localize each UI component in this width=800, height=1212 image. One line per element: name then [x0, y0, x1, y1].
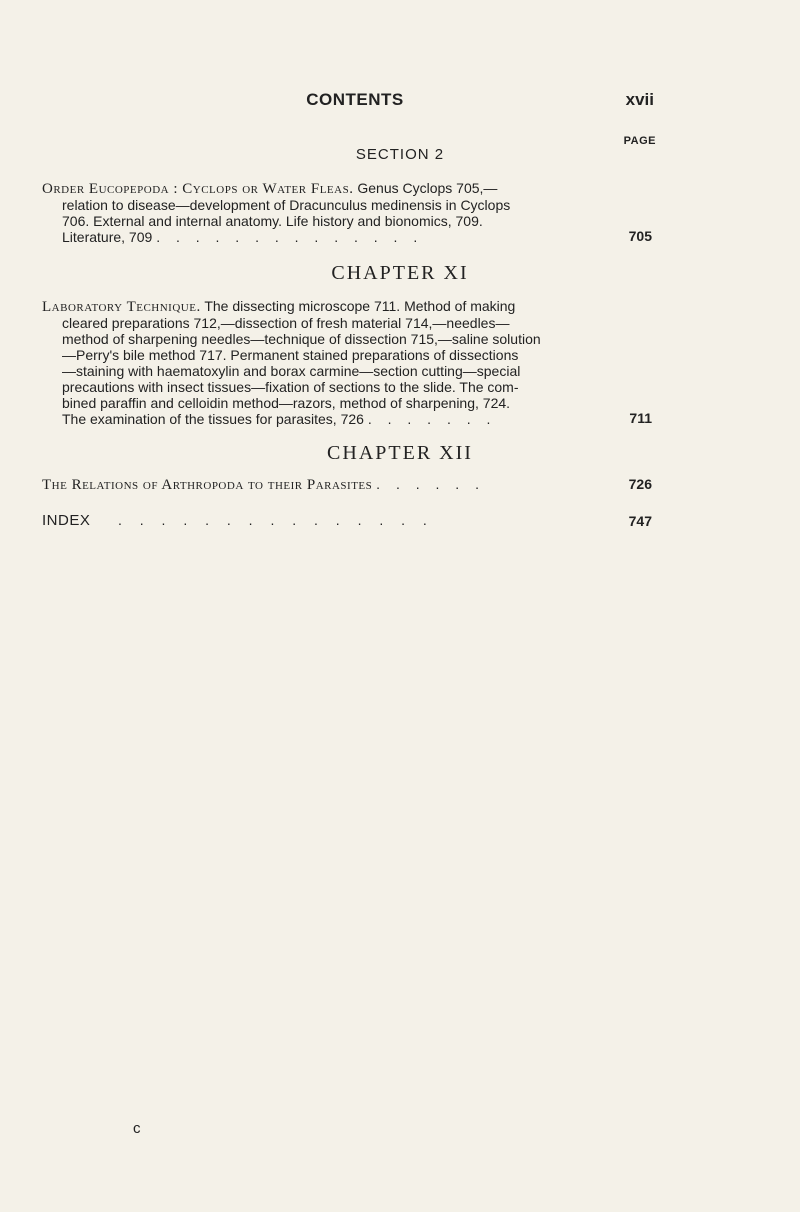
page-number: 711 — [629, 410, 652, 426]
page-folio: xvii — [625, 90, 654, 109]
page-column-label: PAGE — [623, 135, 656, 147]
entry-line: —Perry's bile method 717. Permanent stained preparations of dissections — [62, 347, 519, 363]
running-title: CONTENTS — [306, 90, 404, 109]
entry-line: Order Eucopepoda : Cyclops or Water Fleas. Genus Cyclops 705,— — [42, 180, 498, 197]
dot-leaders: . . . . . . . . . . . . . . . — [118, 512, 434, 528]
entry-line: relation to disease—development of Dracunculus medinensis in Cyclops — [62, 197, 511, 213]
page-number: 726 — [628, 476, 652, 492]
chapter-heading: CHAPTER XI — [331, 262, 469, 284]
dot-leaders: . . . . . . . . . . . . . . — [156, 229, 424, 245]
entry-line: bined paraffin and celloidin method—razors, method of sharpening, 724. — [62, 395, 511, 411]
entry-title: Laboratory Technique. — [42, 299, 201, 315]
running-head — [0, 90, 800, 112]
toc-entry-section-2 — [42, 180, 627, 245]
dot-leaders: . . . . . . . — [367, 411, 497, 427]
entry-line: 706. External and internal anatomy. Life history and bionomics, 709. — [62, 213, 483, 229]
index-label: INDEX — [42, 512, 91, 529]
entry-line: Laboratory Technique. The dissecting microscope 711. Method of making — [42, 298, 516, 315]
page-number: 705 — [628, 228, 652, 244]
entry-line: —staining with haematoxylin and borax carmine—section cutting—special — [62, 363, 521, 379]
toc-entry-chapter-11 — [42, 298, 627, 427]
entry-line: method of sharpening needles—technique of dissection 715,—saline solution — [62, 331, 541, 347]
chapter-heading: CHAPTER XII — [327, 442, 473, 464]
page-number: 747 — [628, 513, 652, 529]
entry-line: Literature, 709 . . . . . . . . . . . . . . — [62, 229, 424, 245]
entry-line: The examination of the tissues for parasites, 726 . . . . . . . — [62, 411, 497, 427]
entry-line: cleared preparations 712,—dissection of fresh material 714,—needles— — [62, 315, 510, 331]
entry-line: precautions with insect tissues—fixation of sections to the slide. The com- — [62, 379, 519, 395]
toc-entry-chapter-12 — [42, 476, 627, 493]
section-heading: SECTION 2 — [355, 146, 445, 163]
dot-leaders: . . . . . . — [376, 476, 485, 492]
entry-title: Order Eucopepoda : Cyclops or Water Fleas. — [42, 181, 354, 197]
entry-title: The Relations of Arthropoda to their Parasites — [42, 477, 373, 493]
entry-line — [42, 476, 627, 493]
signature-mark: c — [133, 1120, 141, 1137]
